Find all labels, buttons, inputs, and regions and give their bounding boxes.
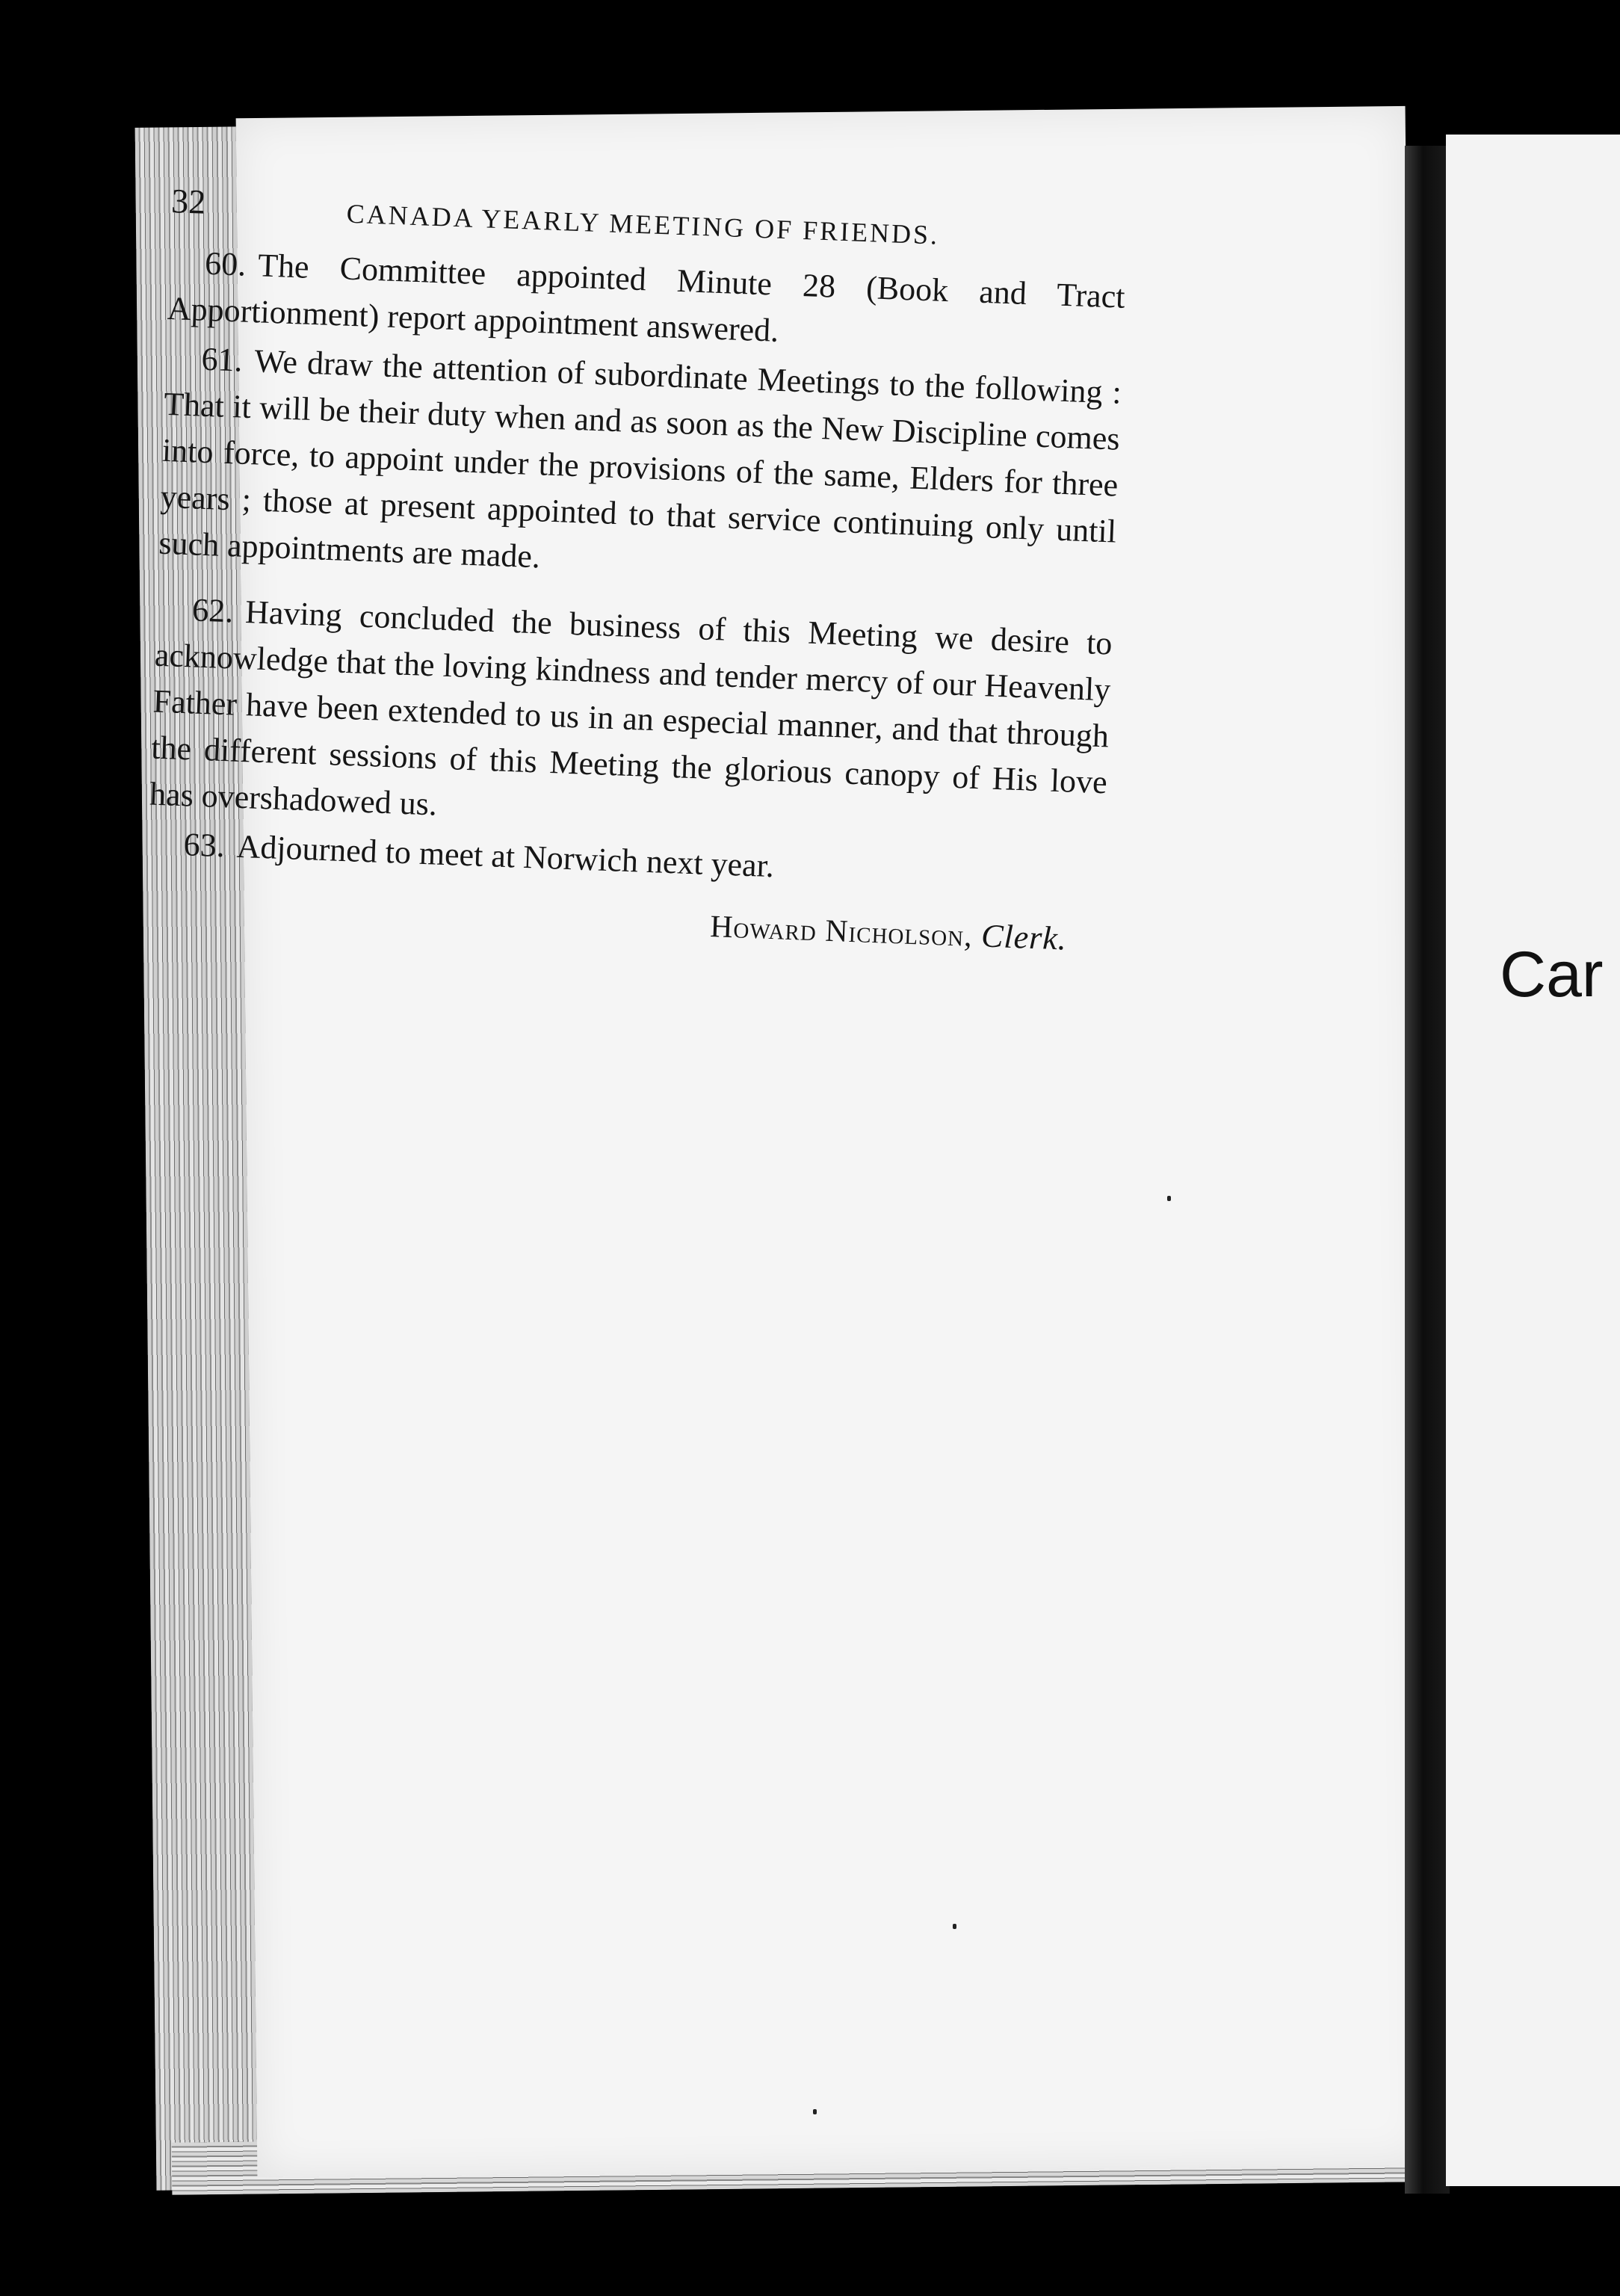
facing-page-text-fragment: Car xyxy=(1500,939,1604,1010)
ink-speck xyxy=(953,1924,956,1929)
paragraph-text: Adjourned to meet at Norwich next year. xyxy=(235,827,775,885)
paragraph-62 xyxy=(149,586,1113,853)
signature-role: Clerk. xyxy=(980,917,1068,957)
running-title: CANADA YEARLY MEETING OF FRIENDS. xyxy=(346,198,940,250)
paragraph-number: 60. xyxy=(204,244,247,283)
signature-name: Howard Nicholson, xyxy=(709,910,974,954)
paragraph-number: 63. xyxy=(182,826,226,865)
paragraph-text: We draw the attention of subordinate Meetings to the following : That it will be their duty when and as soon as the New Discipline comes into force, to appoint under the provisions of the same, Elders for three years ; those at present appointed to that service continuing only until such appointments are made. xyxy=(158,342,1122,575)
ink-speck xyxy=(1167,1196,1171,1201)
book-gutter xyxy=(1405,146,1450,2194)
facing-page xyxy=(1446,135,1620,2186)
page-number: 32 xyxy=(170,182,207,221)
paragraph-number: 61. xyxy=(200,340,244,379)
paragraph-number: 62. xyxy=(191,591,235,630)
paragraph-text: The Committee appointed Minute 28 (Book and Tract Apportionment) report appointment answered. xyxy=(167,247,1126,349)
page-text-block xyxy=(145,182,1128,959)
paragraph-text: Having concluded the business of this Meeting we desire to acknowledge that the loving kindness and tender mercy of our Heavenly Father have been extended to us in an especial manner, and that through the different sessions of this Meeting the glorious canopy of His love has overshadowed us. xyxy=(149,593,1113,823)
ink-speck xyxy=(813,2109,817,2114)
paragraph-61 xyxy=(158,335,1122,602)
